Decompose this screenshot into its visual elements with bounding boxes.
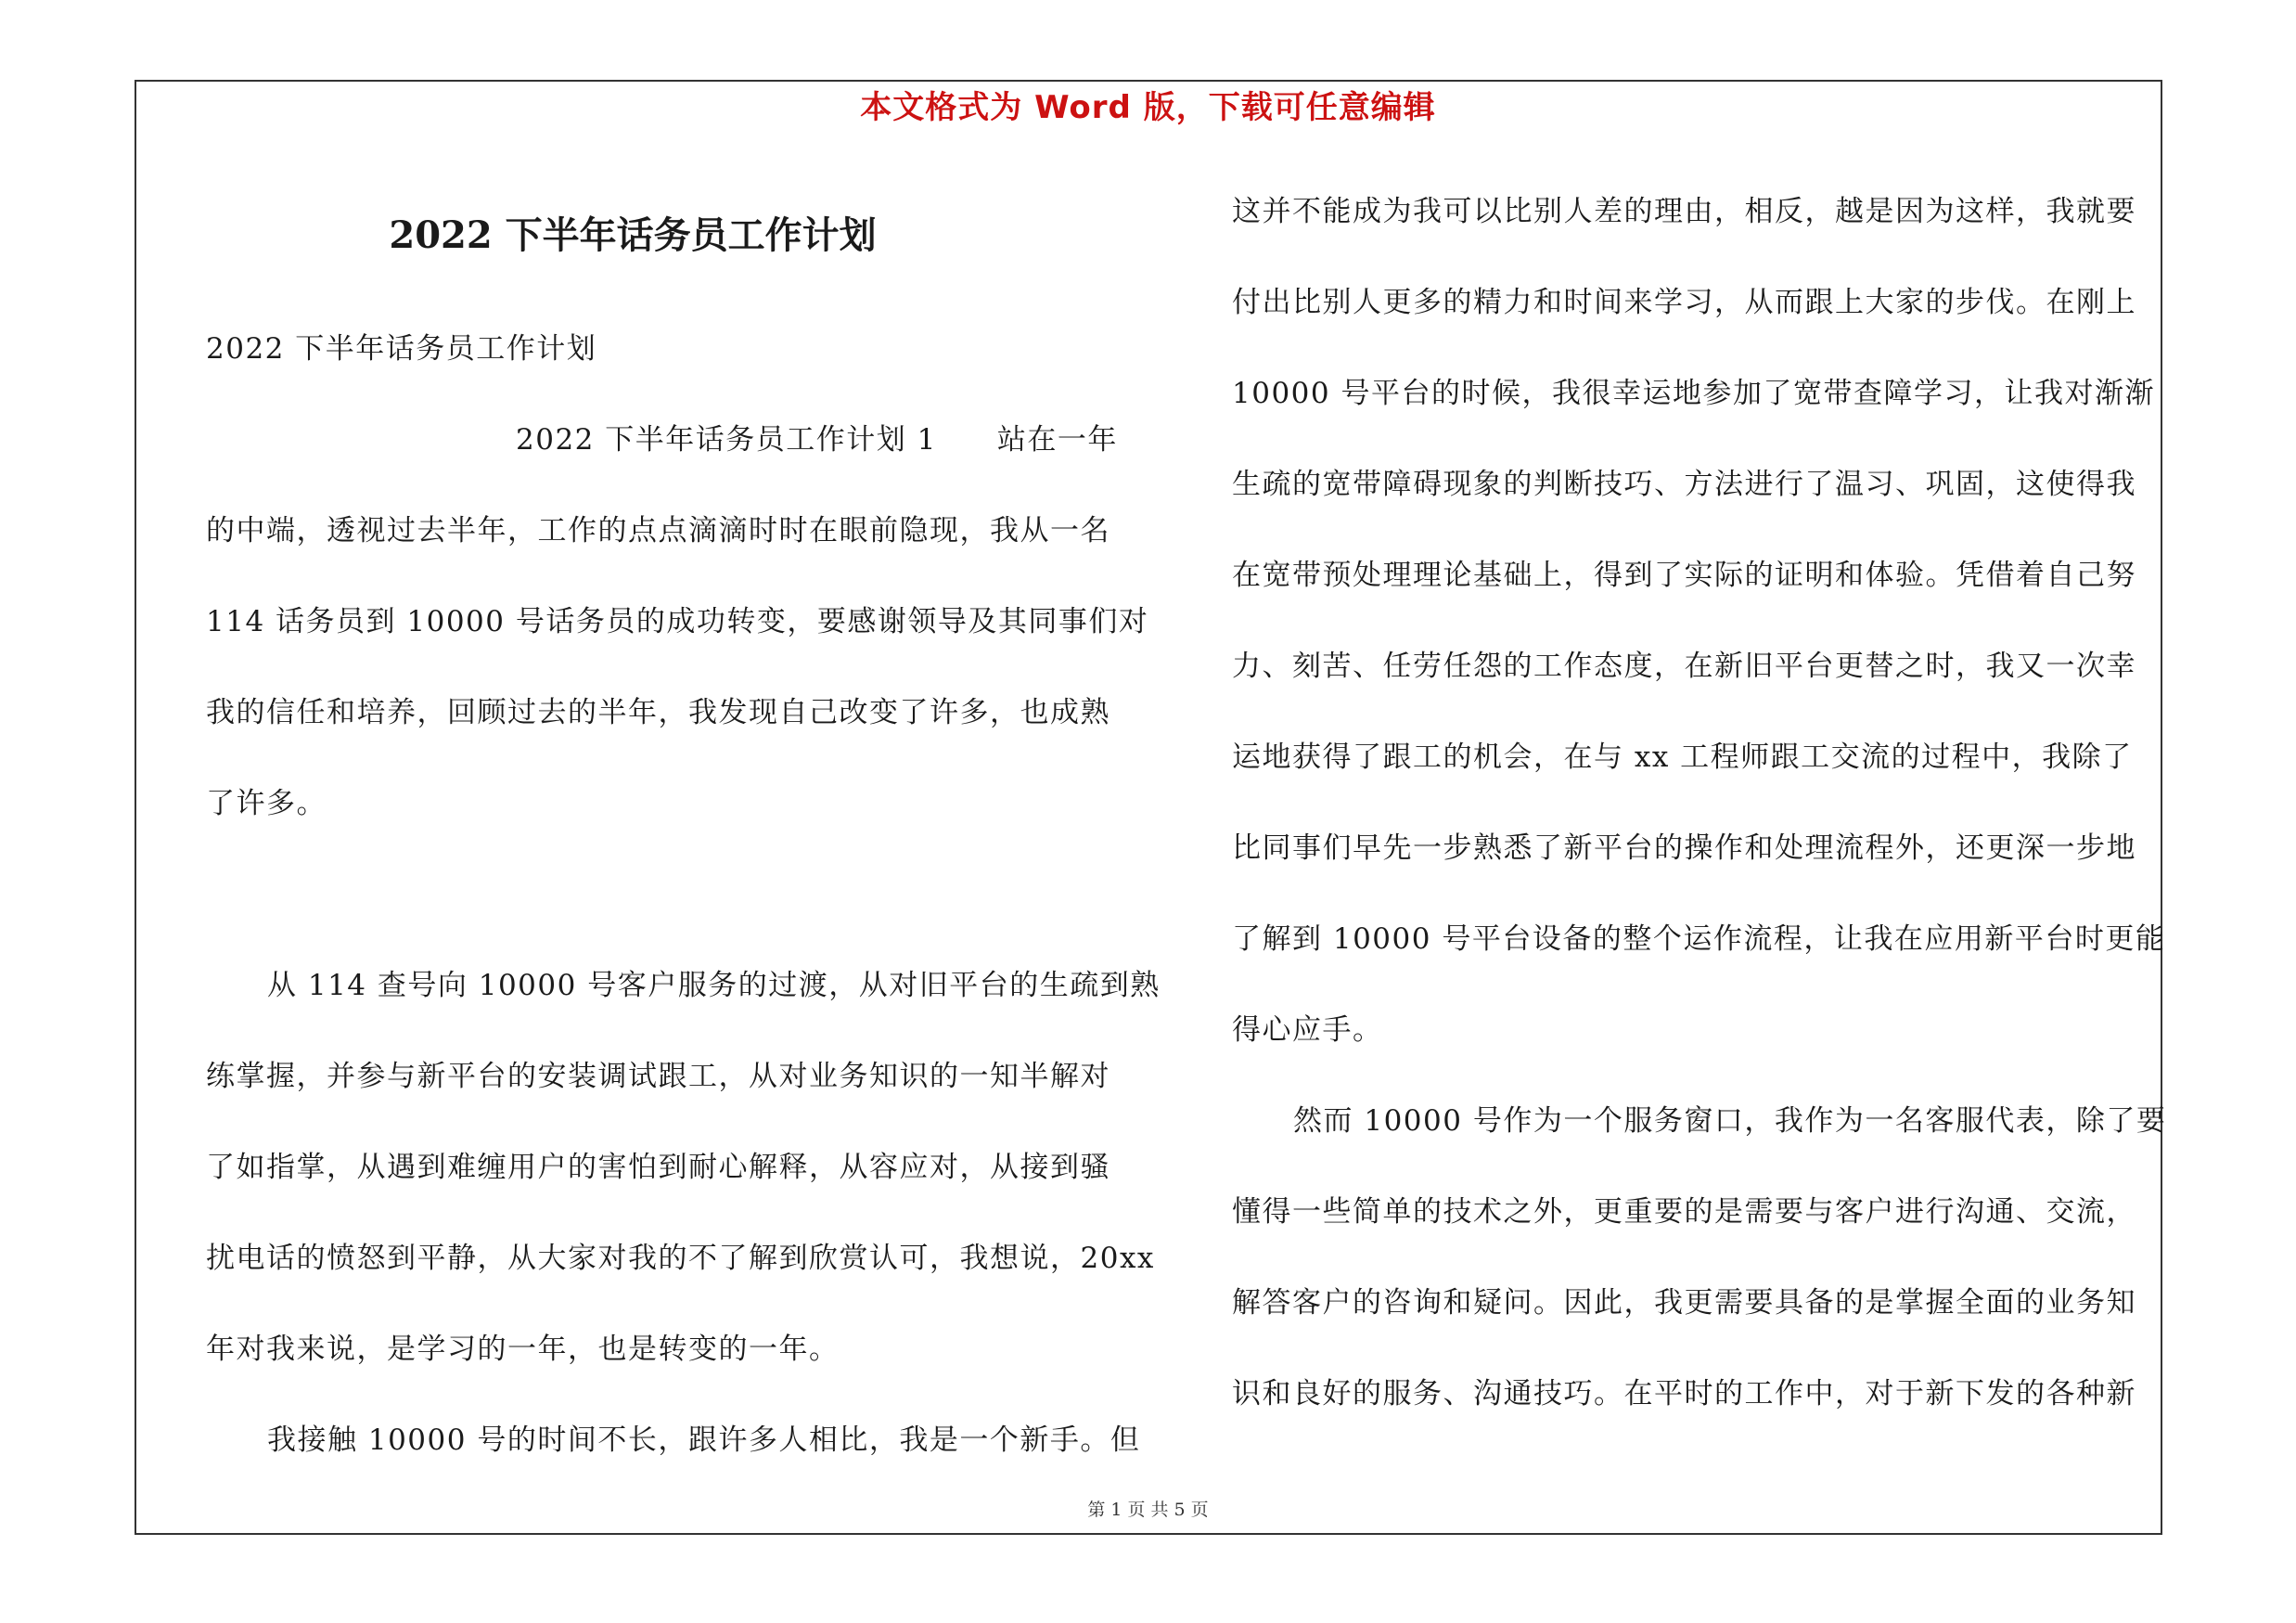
page-number-footer: 第 1 页 共 5 页 bbox=[1087, 1500, 1209, 1520]
paragraph-line: 年对我来说，是学习的一年，也是转变的一年。 bbox=[206, 1333, 840, 1366]
paragraph-line: 2022 下半年话务员工作计划 bbox=[206, 332, 597, 366]
paragraph-line: 运地获得了跟工的机会，在与 xx 工程师跟工交流的过程中，我除了 bbox=[1232, 741, 2133, 774]
paragraph-line: 练掌握，并参与新平台的安装调试跟工，从对业务知识的一知半解对 bbox=[206, 1060, 1110, 1093]
paragraph-line: 生疏的宽带障碍现象的判断技巧、方法进行了温习、巩固，这使得我 bbox=[1232, 468, 2136, 501]
paragraph-line: 我接触 10000 号的时间不长，跟许多人相比，我是一个新手。但 bbox=[267, 1423, 1141, 1457]
paragraph-line: 的中端，透视过去半年，工作的点点滴滴时时在眼前隐现，我从一名 bbox=[206, 514, 1110, 547]
paragraph-line: 114 话务员到 10000 号话务员的成功转变，要感谢领导及其同事们对 bbox=[206, 605, 1149, 638]
paragraph-line: 扰电话的愤怒到平静，从大家对我的不了解到欣赏认可，我想说，20xx bbox=[206, 1242, 1155, 1275]
paragraph-line: 在宽带预处理理论基础上，得到了实际的证明和体验。凭借着自己努 bbox=[1232, 559, 2136, 592]
paragraph-line: 力、刻苦、任劳任怨的工作态度，在新旧平台更替之时，我又一次幸 bbox=[1232, 650, 2136, 683]
paragraph-line: 然而 10000 号作为一个服务窗口，我作为一名客服代表，除了要 bbox=[1293, 1104, 2167, 1138]
format-notice-banner: 本文格式为 Word 版，下载可任意编辑 bbox=[860, 89, 1436, 126]
paragraph-line: 我的信任和培养，回顾过去的半年，我发现自己改变了许多，也成熟 bbox=[206, 696, 1110, 729]
paragraph-line: 得心应手。 bbox=[1232, 1013, 1383, 1047]
paragraph-line: 比同事们早先一步熟悉了新平台的操作和处理流程外，还更深一步地 bbox=[1232, 831, 2136, 865]
paragraph-line: 这并不能成为我可以比别人差的理由，相反，越是因为这样，我就要 bbox=[1232, 195, 2136, 228]
paragraph-line: 了如指掌，从遇到难缠用户的害怕到耐心解释，从容应对，从接到骚 bbox=[206, 1151, 1110, 1184]
paragraph-line: 懂得一些简单的技术之外，更重要的是需要与客户进行沟通、交流， bbox=[1232, 1195, 2136, 1229]
paragraph-line: 付出比别人更多的精力和时间来学习，从而跟上大家的步伐。在刚上 bbox=[1232, 286, 2136, 319]
paragraph-line: 10000 号平台的时候，我很幸运地参加了宽带查障学习，让我对渐渐 bbox=[1232, 377, 2155, 410]
paragraph-line: 从 114 查号向 10000 号客户服务的过渡，从对旧平台的生疏到熟 bbox=[267, 969, 1161, 1002]
paragraph-line: 2022 下半年话务员工作计划 1 站在一年 bbox=[516, 423, 1118, 457]
paragraph-line: 识和良好的服务、沟通技巧。在平时的工作中，对于新下发的各种新 bbox=[1232, 1377, 2136, 1410]
paragraph-line: 解答客户的咨询和疑问。因此，我更需要具备的是掌握全面的业务知 bbox=[1232, 1286, 2136, 1320]
paragraph-line: 了许多。 bbox=[206, 787, 327, 820]
document-title: 2022 下半年话务员工作计划 bbox=[389, 213, 877, 257]
paragraph-line: 了解到 10000 号平台设备的整个运作流程，让我在应用新平台时更能 bbox=[1232, 922, 2166, 956]
